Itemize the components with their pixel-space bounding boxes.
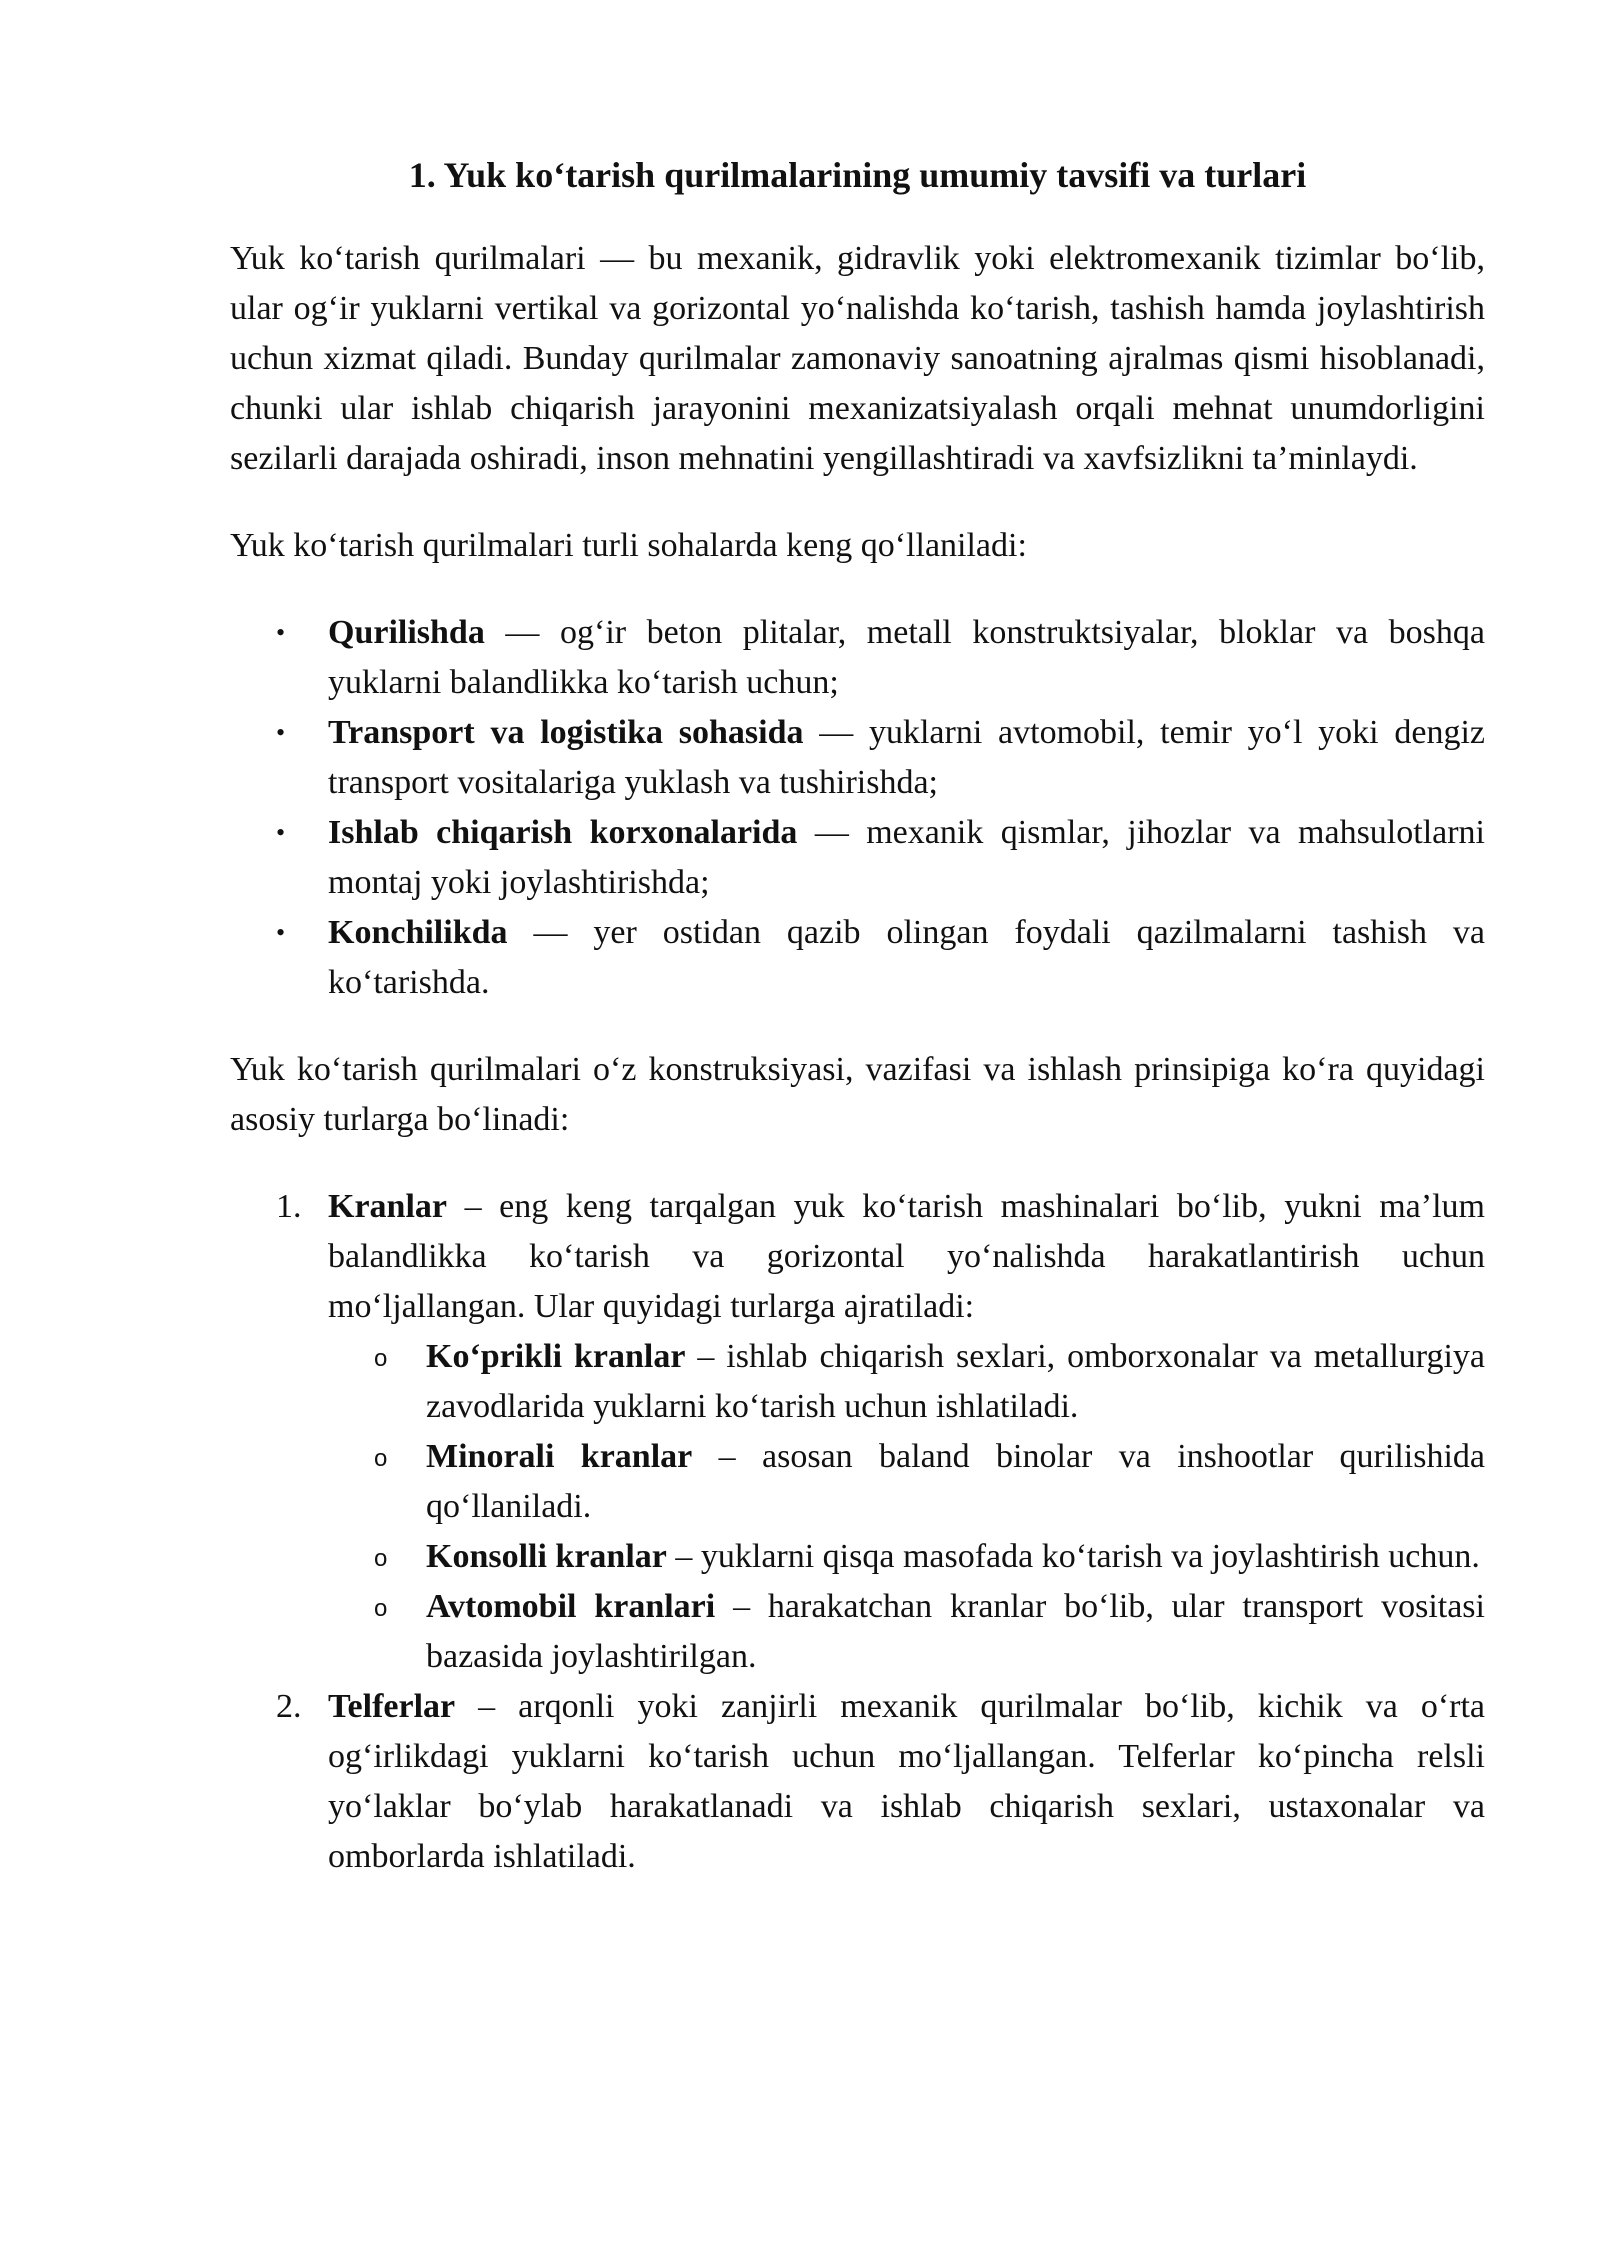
item-text: — yer ostidan qazib olingan foydali qazilmalarni tashish va ko‘tarishda. (328, 914, 1485, 1002)
item-text: — og‘ir beton plitalar, metall konstruktsiyalar, bloklar va boshqa yuklarni balandlikka ko‘tarish uchun; (328, 614, 1485, 702)
item-text: — yuklarni avtomobil, temir yo‘l yoki dengiz transport vositalariga yuklash va tushirishda; (328, 714, 1485, 802)
circle-bullet-icon: o (374, 1345, 388, 1373)
item-term: Ishlab chiqarish korxonalarida (328, 814, 798, 852)
type-item-telferlar (276, 1682, 1485, 1882)
bullet-icon: • (276, 818, 286, 848)
circle-bullet-icon: o (374, 1545, 388, 1573)
type-term: Telferlar (328, 1688, 456, 1726)
subtype-term: Minorali kranlar (426, 1438, 693, 1476)
subtype-term: Ko‘prikli kranlar (426, 1338, 686, 1376)
subtype-term: Konsolli kranlar (426, 1538, 667, 1576)
bullet-icon: • (276, 618, 286, 648)
intro-paragraph: Yuk ko‘tarish qurilmalari — bu mexanik, gidravlik yoki elektromexanik tizimlar bo‘lib, ular og‘ir yuklarni vertikal va gorizontal yo‘nalishda ko‘tarish, tashish hamda joylashtirish uchun xizmat qiladi. Bunday qurilmalar zamonaviy sanoatning ajralmas qismi hisoblanadi, chunki ular ishlab chiqarish jarayonini mexanizatsiyalash orqali mehnat unumdorligini sezilarli darajada oshiradi, inson mehnatini yengillashtiradi va xavfsizlikni ta’minlaydi. (230, 240, 1485, 478)
subtype-item (374, 1432, 1485, 1532)
page-title: 1. Yuk ko‘tarish qurilmalarining umumiy tavsifi va turlari (408, 155, 1307, 195)
subtype-item (374, 1332, 1485, 1432)
subtype-term: Avtomobil kranlari (426, 1588, 716, 1626)
list-item (276, 808, 1485, 908)
subtype-text: – ishlab chiqarish sexlari, omborxonalar va metallurgiya zavodlarida yuklarni ko‘tarish uchun ishlatiladi. (426, 1338, 1485, 1426)
item-term: Konchilikda (328, 914, 508, 952)
usage-intro: Yuk ko‘tarish qurilmalari turli sohalarda keng qo‘llaniladi: (230, 527, 1027, 565)
subtype-text: – asosan baland binolar va inshootlar qurilishida qo‘llaniladi. (426, 1438, 1485, 1526)
list-item (276, 608, 1485, 708)
types-list (230, 1182, 1485, 1882)
circle-bullet-icon: o (374, 1595, 388, 1623)
usage-list (230, 608, 1485, 1008)
subtype-text: – yuklarni qisqa masofada ko‘tarish va joylashtirish uchun. (666, 1538, 1480, 1576)
subtype-item (374, 1582, 1485, 1682)
type-text: – arqonli yoki zanjirli mexanik qurilmalar bo‘lib, kichik va o‘rta og‘irlikdagi yuklarni ko‘tarish uchun mo‘ljallangan. Telferlar ko‘pincha relsli yo‘laklar bo‘ylab harakatlanadi va ishlab chiqarish sexlari, ustaxonalar va omborlarda ishlatiladi. (328, 1688, 1485, 1876)
list-number: 1. (276, 1188, 302, 1226)
subtype-list (328, 1332, 1485, 1682)
list-item (276, 708, 1485, 808)
item-term: Transport va logistika sohasida (328, 714, 804, 752)
subtype-text: – harakatchan kranlar bo‘lib, ular transport vositasi bazasida joylashtirilgan. (426, 1588, 1485, 1676)
bullet-icon: • (276, 918, 286, 948)
list-item (276, 908, 1485, 1008)
type-text: – eng keng tarqalgan yuk ko‘tarish mashinalari bo‘lib, yukni ma’lum balandlikka ko‘tarish va gorizontal yo‘nalishda harakatlantirish uchun mo‘ljallangan. Ular quyidagi turlarga ajratiladi: (328, 1188, 1485, 1326)
subtype-item (374, 1532, 1485, 1582)
bullet-icon: • (276, 718, 286, 748)
types-intro: Yuk ko‘tarish qurilmalari o‘z konstruksiyasi, vazifasi va ishlash prinsipiga ko‘ra quyidagi asosiy turlarga bo‘linadi: (230, 1051, 1485, 1139)
type-term: Kranlar (328, 1188, 447, 1226)
type-item-kranlar (276, 1182, 1485, 1682)
circle-bullet-icon: o (374, 1445, 388, 1473)
item-term: Qurilishda (328, 614, 485, 652)
item-text: — mexanik qismlar, jihozlar va mahsulotlarni montaj yoki joylashtirishda; (328, 814, 1485, 902)
list-number: 2. (276, 1688, 302, 1726)
